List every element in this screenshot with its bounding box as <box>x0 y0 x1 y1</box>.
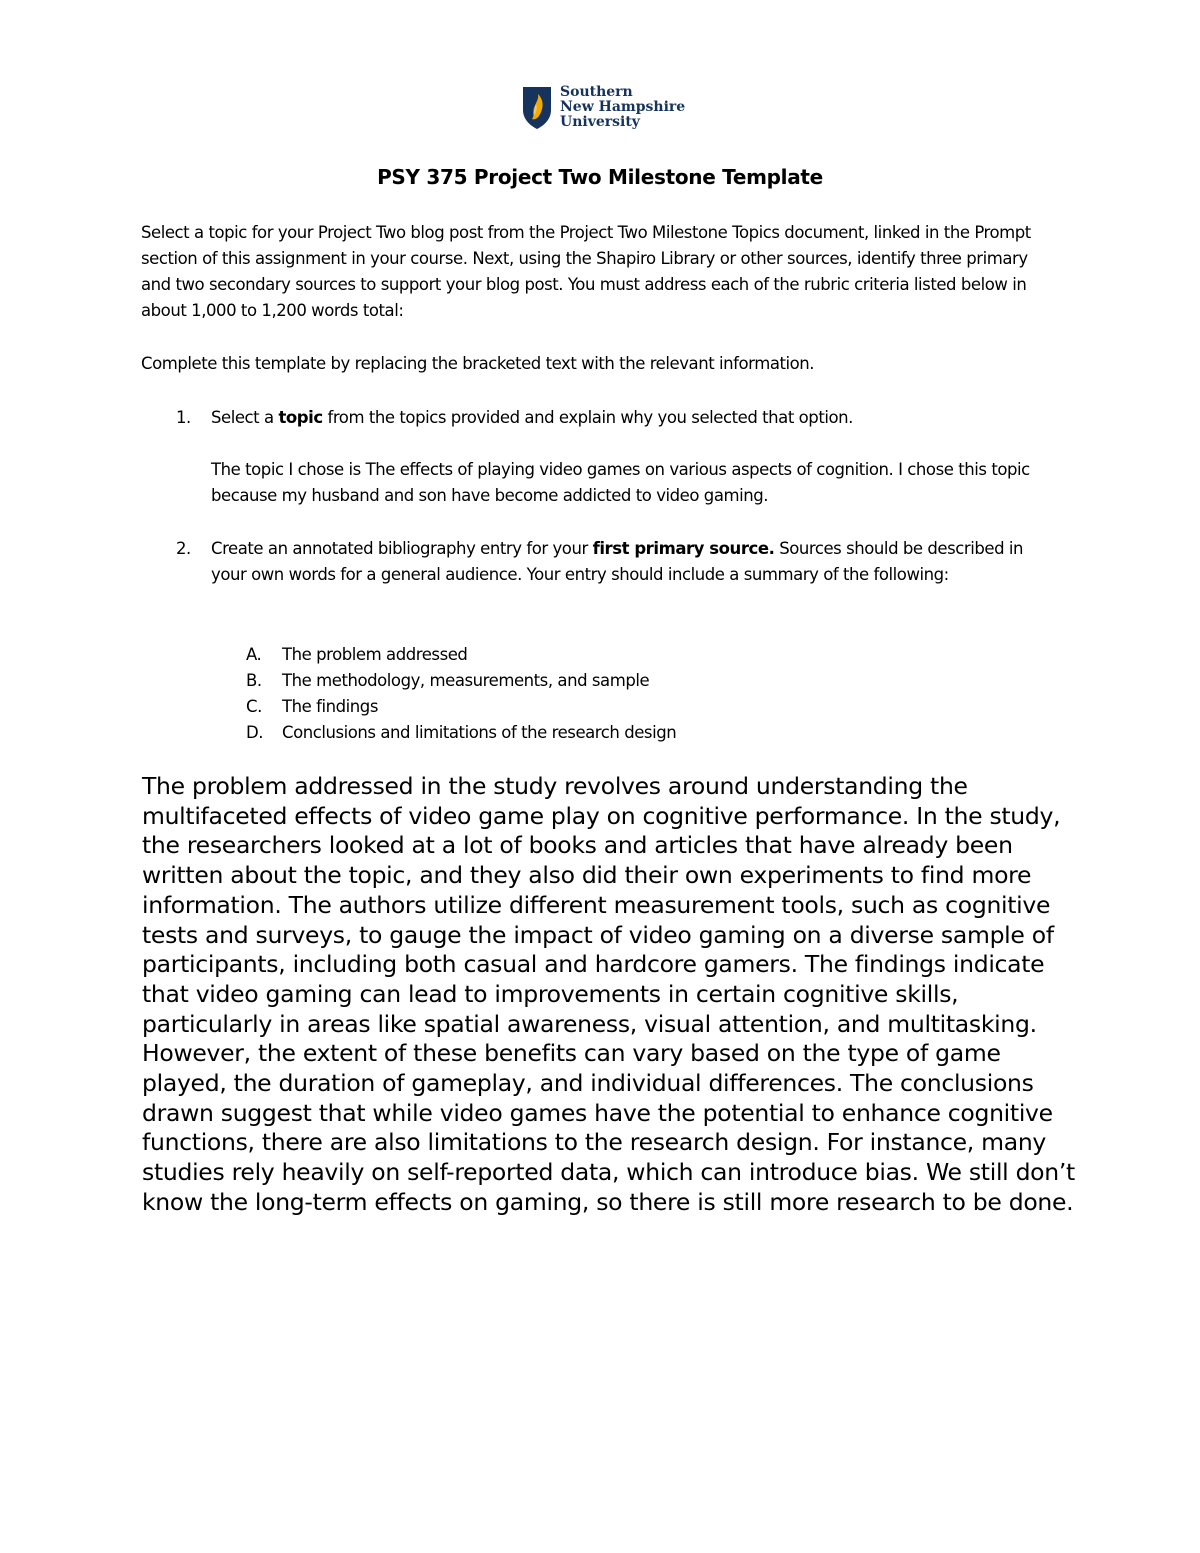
instruction-paragraph: Complete this template by replacing the bracketed text with the relevant information. <box>141 354 815 373</box>
logo-line-2: New Hampshire <box>560 99 686 115</box>
list-number-2: 2. <box>176 539 191 558</box>
sublist-letter: B. <box>246 671 262 690</box>
topic-answer: The topic I chose is The effects of playing video games on various aspects of cognition. I chose this topic because my husband and son have become addicted to video gaming. <box>211 460 1030 505</box>
page-title: PSY 375 Project Two Milestone Template <box>377 165 823 189</box>
sublist-item <box>246 720 946 746</box>
sublist-text: Conclusions and limitations of the research design <box>282 723 677 742</box>
item2-post: Sources should be described in your own words for a general audience. Your entry should include a summary of the following: <box>211 539 1024 584</box>
item1-bold: topic <box>278 408 323 427</box>
logo-line-3: University <box>560 114 640 130</box>
shield-flame-icon <box>522 86 552 130</box>
list-number-1: 1. <box>176 408 191 427</box>
source-summary-answer: The problem addressed in the study revolves around understanding the multifaceted effects of video game play on cognitive performance. In the study, the researchers looked at a lot of books and articles that have already been written about the topic, and they also did their own experiments to find more information. The authors utilize different measurement tools, such as cognitive tests and surveys, to gauge the impact of video gaming on a diverse sample of participants, including both casual and hardcore gamers. The findings indicate that video gaming can lead to improvements in certain cognitive skills, particularly in areas like spatial awareness, visual attention, and multitasking. However, the extent of these benefits can vary based on the type of game played, the duration of gameplay, and individual differences. The conclusions drawn suggest that while video games have the potential to enhance cognitive functions, there are also limitations to the research design. For instance, many studies rely heavily on self-reported data, which can introduce bias. We still don’t know the long-term effects on gaming, so there is still more research to be done. <box>142 772 1075 1216</box>
sublist-text: The methodology, measurements, and sample <box>282 671 650 690</box>
sublist-item <box>246 642 946 668</box>
logo-wordmark <box>560 85 685 130</box>
item2-pre: Create an annotated bibliography entry for your <box>211 539 593 558</box>
sublist-text: The problem addressed <box>282 645 468 664</box>
university-logo <box>522 85 685 130</box>
sublist-item <box>246 668 946 694</box>
item2-bold: first primary source. <box>592 539 775 558</box>
logo-line-1: Southern <box>560 84 633 100</box>
sublist-text: The findings <box>282 697 378 716</box>
list-item-1-text <box>211 405 1046 431</box>
item1-post: from the topics provided and explain why you selected that option. <box>322 408 853 427</box>
sublist-letter: C. <box>246 697 262 716</box>
item1-pre: Select a <box>211 408 279 427</box>
list-item-2-text <box>211 536 1046 588</box>
sublist-letter: A. <box>246 645 262 664</box>
intro-paragraph: Select a topic for your Project Two blog post from the Project Two Milestone Topics document, linked in the Prompt section of this assignment in your course. Next, using the Shapiro Library or other sources, identify three primary and two secondary sources to support your blog post. You must address each of the rubric criteria listed below in about 1,000 to 1,200 words total: <box>141 223 1031 320</box>
criteria-sublist <box>246 642 946 746</box>
sublist-letter: D. <box>246 723 264 742</box>
sublist-item <box>246 694 946 720</box>
